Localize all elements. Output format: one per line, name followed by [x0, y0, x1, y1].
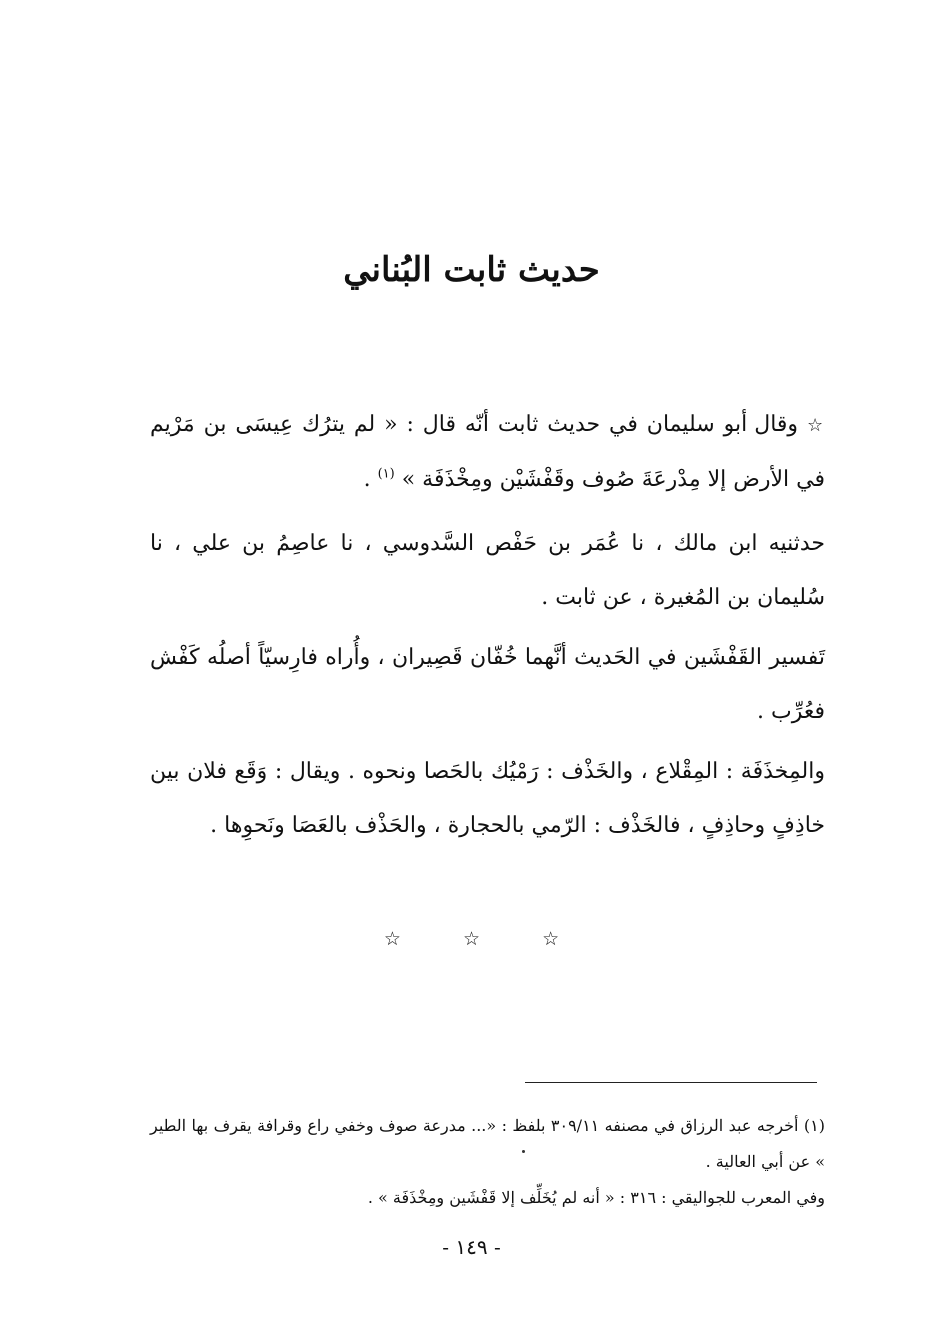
- page-title: حديث ثابت البُناني: [343, 250, 600, 290]
- ornament-star-icon: ☆: [462, 928, 481, 950]
- ornament-star-icon: ☆: [542, 928, 560, 950]
- footnote-1-continuation: وفي المعرب للجواليقي : ٣١٦ : « أنه لم يُخَلِّف إلا قَفْشَين ومِخْذَفَة » .: [367, 1188, 825, 1207]
- paragraph-1-text: وقال أبو سليمان في حديث ثابت أنّه قال : « لم يترُك عِيسَى بن مَرْيم في الأرض إلا مِدْرعَةَ صُوف وقَفْشَيْن ومِخْذَفَة »: [150, 412, 825, 492]
- footnote-reference: (١): [377, 466, 395, 482]
- paragraph-3: تَفسير القَفْشَين في الحَديث أنَّهما خُفّان قَصِيران ، وأُراه فارِسيّاً أصلُه كَفْش فعُرِّب .: [150, 645, 825, 724]
- section-ornament: [0, 928, 943, 950]
- ornament-star-icon: ☆: [383, 928, 401, 950]
- footnotes: [150, 1108, 825, 1216]
- star-icon: ☆: [806, 415, 825, 436]
- paragraph-4: والمِخذَفَة : المِقْلاع ، والخَذْف : رَمْيُك بالحَصا ونحوه . ويقال : وَقَع فلان بين خاذِفٍ وحاذِفٍ ، فالخَذْف : الرّمي بالحجارة ، والحَذْف بالعَصَا ونَحوِها .: [150, 759, 825, 838]
- paragraph-2: حدثنيه ابن مالك ، نا عُمَر بن حَفْص السَّدوسي ، نا عاصِمُ بن علي ، نا سُليمان بن المُغيرة ، عن ثابت .: [150, 531, 825, 610]
- main-text: [150, 398, 825, 859]
- paragraph-1: [150, 398, 825, 507]
- paragraph-1-end: .: [363, 467, 371, 492]
- footnote-divider: [525, 1082, 817, 1083]
- footnote-1: (١) أخرجه عبد الرزاق في مصنفه ٣٠٩/١١ بلفظ : «... مدرعة صوف وخفي راع وقرافة يقرف بها الطير » عن أبي العالية .: [150, 1116, 826, 1171]
- scan-speck: [522, 1150, 525, 1153]
- page-number: - ١٤٩ -: [442, 1235, 501, 1259]
